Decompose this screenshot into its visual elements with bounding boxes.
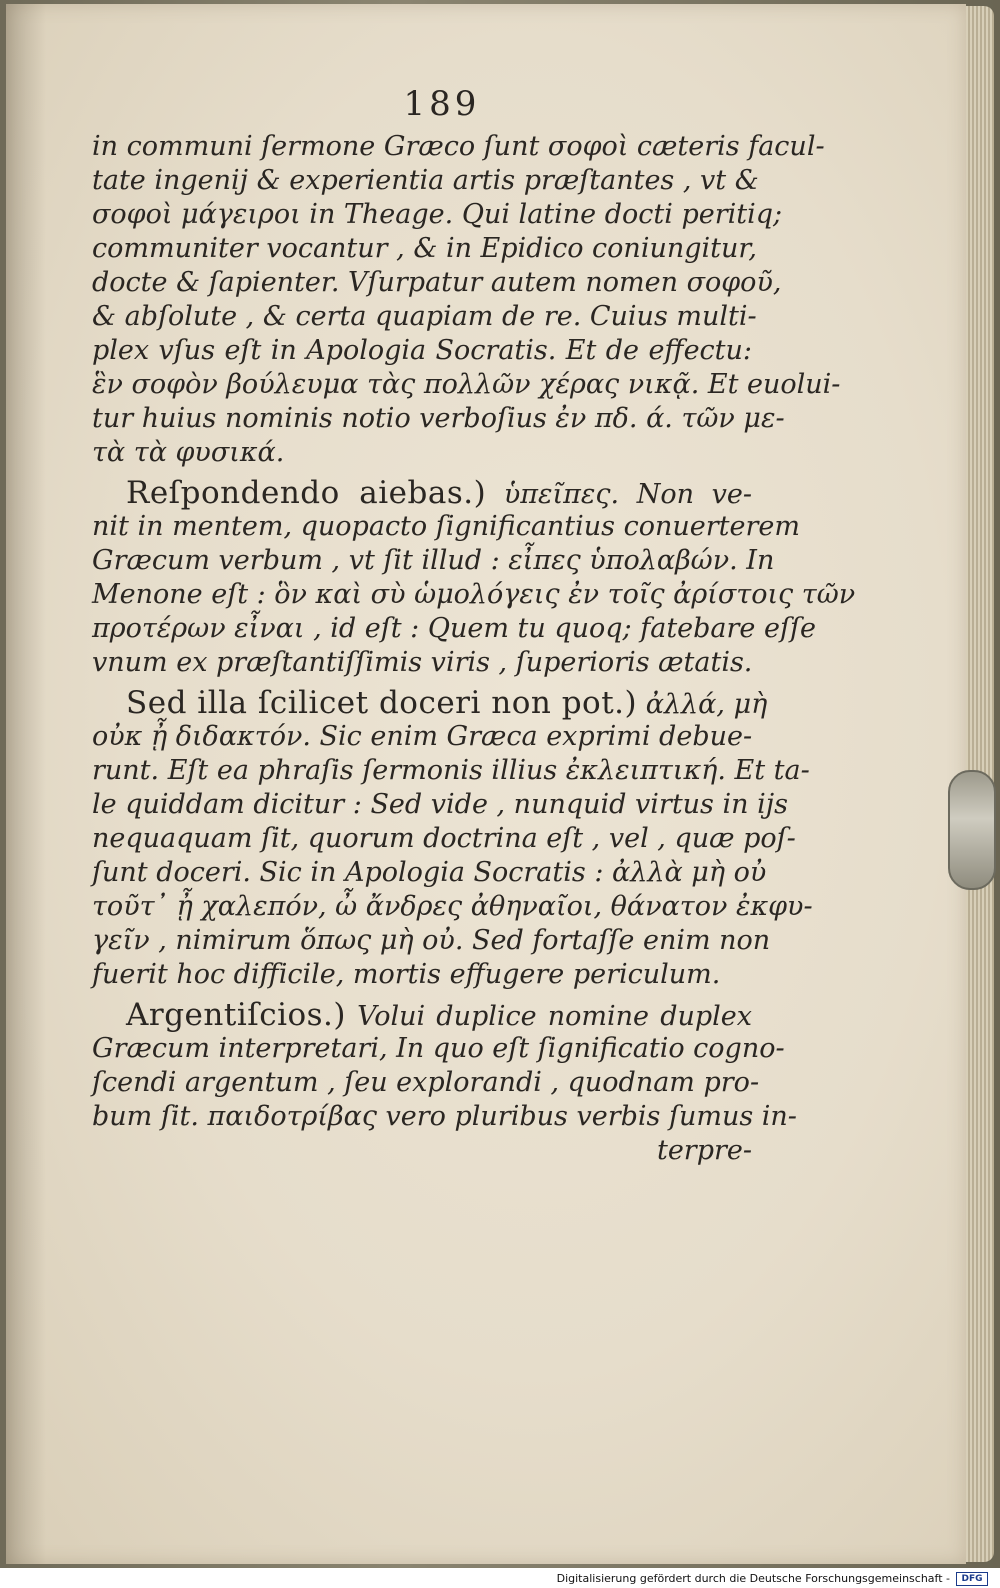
text-line: ſcendi argentum , ſeu explorandi , quodnam pro- xyxy=(92,1067,760,1098)
text-line: nit in mentem, quopacto ſignificantius conuerterem xyxy=(92,511,800,542)
text-line: tur huius nominis notio verboſius ἐν πδ. ά. τῶν με- xyxy=(92,403,785,434)
book-clasp xyxy=(948,770,996,890)
text-line: προτέρων εἶναι , id eſt : Quem tu quoq; fatebare eſſe xyxy=(92,613,816,644)
lemma-line: Argentiſcios.) Volui duplice nomine duplex xyxy=(126,997,752,1033)
text-line: fuerit hoc difficile, mortis effugere periculum. xyxy=(92,959,721,990)
lemma-heading: Argentiſcios.) xyxy=(126,997,347,1033)
text-line: communiter vocantur , & in Epidico coniungitur, xyxy=(92,233,757,264)
text-line: τὰ τὰ φυσικά. xyxy=(92,437,285,468)
text-line: runt. Eſt ea phraſis ſermonis illius ἐκλειπτική. Et ta- xyxy=(92,755,810,786)
text-line: tate ingenij & experientia artis præſtantes , vt & xyxy=(92,165,759,196)
text-line: docte & ſapienter. Vſurpatur autem nomen σοφοῦ, xyxy=(92,267,782,298)
lemma-heading: Sed illa ſcilicet doceri non pot.) xyxy=(126,685,638,721)
lemma-line: Reſpondendo aiebas.) ὑπεῖπες. Non ve- xyxy=(126,475,752,511)
text-line: Græcum interpretari, In quo eſt ſignificatio cogno- xyxy=(92,1033,785,1064)
lemma-heading: Reſpondendo aiebas.) xyxy=(126,475,487,511)
text-line: Græcum verbum , vt ſit illud : εἶπες ὑπολαβών. In xyxy=(92,545,775,576)
page-number: 189 xyxy=(403,84,481,124)
dfg-logo: DFG xyxy=(956,1572,988,1586)
text-line: plex vſus eſt in Apologia Socratis. Et de effectu: xyxy=(92,335,752,366)
digitization-footer xyxy=(0,1570,1000,1588)
page-text xyxy=(92,78,856,1168)
lemma-line: Sed illa ſcilicet doceri non pot.) ἀλλά, μὴ xyxy=(126,685,768,721)
text-line: nequaquam ſit, quorum doctrina eſt , vel , quæ poſ- xyxy=(92,823,796,854)
text-line: σοφοὶ μάγειροι in Theage. Qui latine docti peritiq; xyxy=(92,199,783,230)
text-line: & abſolute , & certa quapiam de re. Cuius multi- xyxy=(92,301,757,332)
text-line: ἓν σοφὸν βούλευμα τὰς πολλῶν χέρας νικᾷ. Et euolui- xyxy=(92,369,841,400)
text-line: in communi ſermone Græco ſunt σοφοὶ cæteris facul- xyxy=(92,131,825,162)
footer-credit: Digitalisierung gefördert durch die Deutsche Forschungsgemeinschaft - xyxy=(556,1572,950,1585)
catchword: terpre- xyxy=(656,1135,752,1166)
text-line: ſunt doceri. Sic in Apologia Socratis : ἀλλὰ μὴ οὐ xyxy=(92,857,767,888)
text-line: γεῖν , nimirum ὅπως μὴ οὐ. Sed fortaſſe enim non xyxy=(92,925,771,956)
gutter-shadow xyxy=(6,4,46,1564)
text-line: τοῦτ᾽ ᾖ χαλεπόν, ὦ ἄνδρες ἀθηναῖοι, θάνατον ἐκφυ- xyxy=(92,891,813,922)
text-line: bum ſit. παιδοτρίβας vero pluribus verbis ſumus in- xyxy=(92,1101,797,1132)
text-line: οὐκ ᾖ διδακτόν. Sic enim Græca exprimi debue- xyxy=(92,721,753,752)
text-line: Menone eſt : ὃν καὶ σὺ ὡμολόγεις ἐν τοῖς ἀρίστοις τῶν xyxy=(92,579,856,610)
text-line: vnum ex præſtantiſſimis viris , ſuperioris ætatis. xyxy=(92,647,753,678)
text-line: le quiddam dicitur : Sed vide , nunquid virtus in ijs xyxy=(92,789,788,820)
